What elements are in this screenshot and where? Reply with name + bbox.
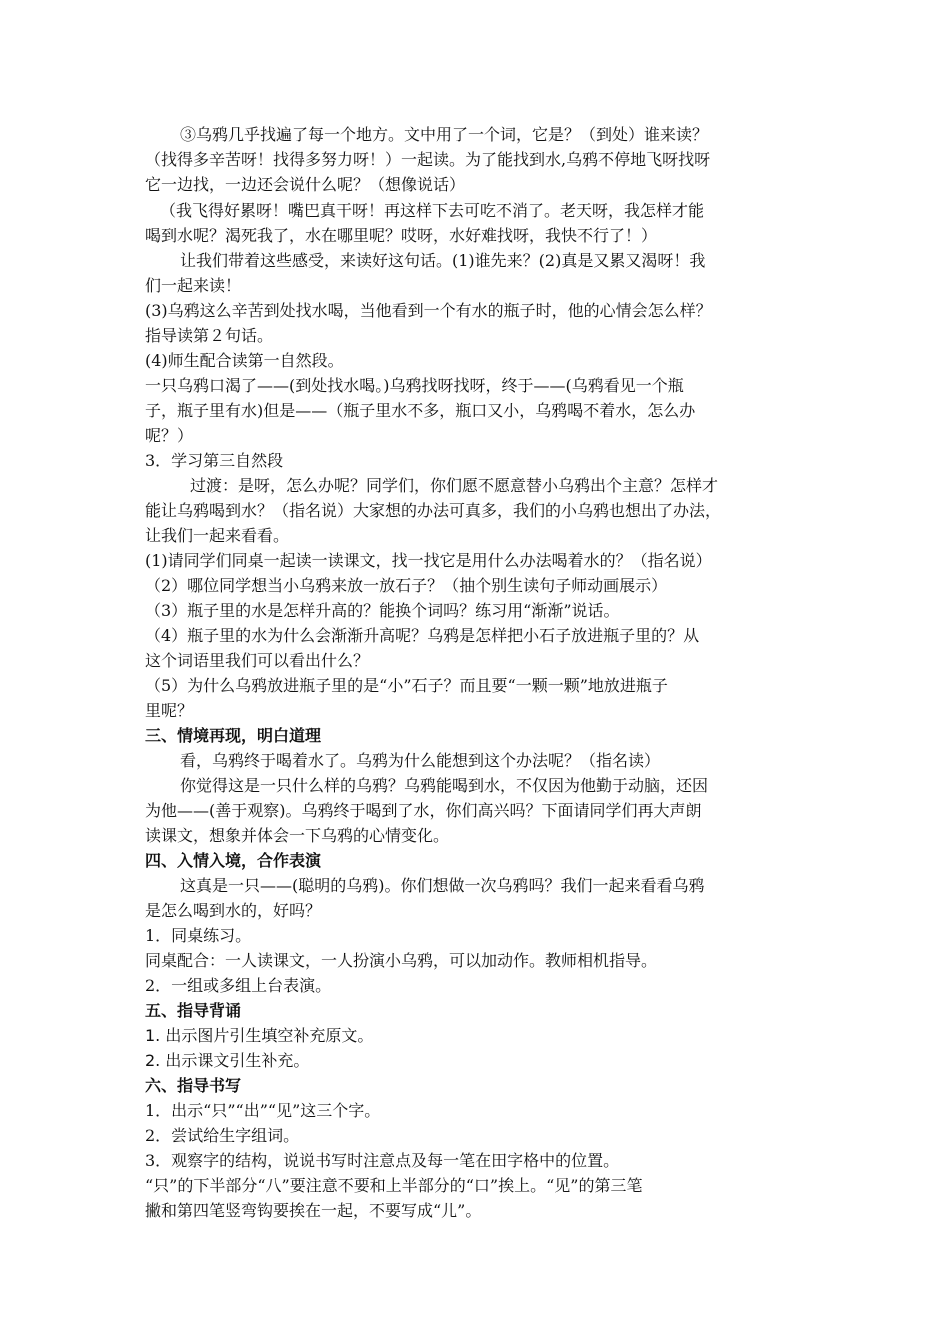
text-line: 2. 出示课文引生补充。 (145, 1051, 310, 1070)
text-line: 指导读第２句话。 (145, 326, 274, 345)
text-line: 能让乌鸦喝到水？（指名说）大家想的办法可真多，我们的小乌鸦也想出了办法， (145, 501, 722, 520)
text-line: 看，乌鸦终于喝着水了。乌鸦为什么能想到这个办法呢？（指名读） (180, 751, 661, 770)
text-line: 2．尝试给生字组词。 (145, 1126, 300, 1145)
text-line: 过渡：是呀，怎么办呢？同学们，你们愿不愿意替小乌鸦出个主意？怎样才 (190, 476, 719, 495)
text-line: 它一边找，一边还会说什么呢？（想像说话） (145, 175, 466, 194)
text-line: （找得多辛苦呀！找得多努力呀！）一起读。为了能找到水,乌鸦不停地飞呀找呀 (145, 150, 711, 169)
text-line: （4）瓶子里的水为什么会渐渐升高呢？乌鸦是怎样把小石子放进瓶子里的？从 (145, 626, 700, 645)
text-line: 1．出示“只”“出”“见”这三个字。 (145, 1101, 381, 1120)
text-line: 读课文，想象并体会一下乌鸦的心情变化。 (145, 826, 450, 845)
text-line: 这真是一只——(聪明的乌鸦)。你们想做一次乌鸦吗？我们一起来看看乌鸦 (180, 876, 705, 895)
text-line: （5）为什么乌鸦放进瓶子里的是“小”石子？而且要“一颗一颗”地放进瓶子 (145, 676, 668, 695)
text-line: （3）瓶子里的水是怎样升高的？能换个词吗？练习用“渐渐”说话。 (145, 601, 620, 620)
text-line: 2．一组或多组上台表演。 (145, 976, 332, 995)
text-line: （2）哪位同学想当小乌鸦来放一放石子？（抽个别生读句子师动画展示） (145, 576, 668, 595)
text-line: 1. 出示图片引生填空补充原文。 (145, 1026, 374, 1045)
text-line: (4)师生配合读第一自然段。 (145, 351, 344, 370)
text-line: 喝到水呢？渴死我了，水在哪里呢？哎呀，水好难找呀，我快不行了！） (145, 226, 658, 245)
text-line: “只”的下半部分“八”要注意不要和上半部分的“口”挨上。“见”的第三笔 (145, 1176, 643, 1195)
text-line: 让我们带着这些感受，来读好这句话。(1)谁先来？(2)真是又累又渴呀！我 (180, 251, 706, 270)
text-line: 是怎么喝到水的，好吗？ (145, 901, 322, 920)
text-line: 撇和第四笔竖弯钩要挨在一起，不要写成“儿”。 (145, 1201, 482, 1220)
text-line: 你觉得这是一只什么样的乌鸦？乌鸦能喝到水，不仅因为他勤于动脑，还因 (180, 776, 709, 795)
text-line: 让我们一起来看看。 (145, 526, 290, 545)
text-line: 一只乌鸦口渴了——(到处找水喝。)乌鸦找呀找呀，终于——(乌鸦看见一个瓶 (145, 376, 684, 395)
text-line: 子，瓶子里有水)但是——（瓶子里水不多，瓶口又小，乌鸦喝不着水，怎么办 (145, 401, 696, 420)
section-heading: 3．学习第三自然段 (145, 451, 284, 470)
text-line: 同桌配合：一人读课文，一人扮演小乌鸦，可以加动作。教师相机指导。 (145, 951, 658, 970)
text-line: 3．观察字的结构，说说书写时注意点及每一笔在田字格中的位置。 (145, 1151, 620, 1170)
section-heading: 四、入情入境，合作表演 (145, 851, 322, 870)
text-line: 为他——(善于观察)。乌鸦终于喝到了水，你们高兴吗？下面请同学们再大声朗 (145, 801, 702, 820)
text-line: (1)请同学们同桌一起读一读课文，找一找它是用什么办法喝着水的？（指名说） (145, 551, 712, 570)
text-line: 这个词语里我们可以看出什么？ (145, 651, 370, 670)
text-line: ③乌鸦几乎找遍了每一个地方。文中用了一个词，它是？（到处）谁来读？ (180, 125, 709, 144)
text-line: 1．同桌练习。 (145, 926, 252, 945)
section-heading: 五、指导背诵 (145, 1001, 242, 1020)
section-heading: 六、指导书写 (145, 1076, 242, 1095)
text-line: (3)乌鸦这么辛苦到处找水喝，当他看到一个有水的瓶子时，他的心情会怎么样？ (145, 301, 712, 320)
text-line: 里呢？ (145, 701, 194, 720)
section-heading: 三、情境再现，明白道理 (145, 726, 322, 745)
text-line: （我飞得好累呀！嘴巴真干呀！再这样下去可吃不消了。老天呀，我怎样才能 (160, 201, 705, 220)
text-line: 呢？） (145, 426, 194, 445)
text-line: 们一起来读！ (145, 276, 242, 295)
